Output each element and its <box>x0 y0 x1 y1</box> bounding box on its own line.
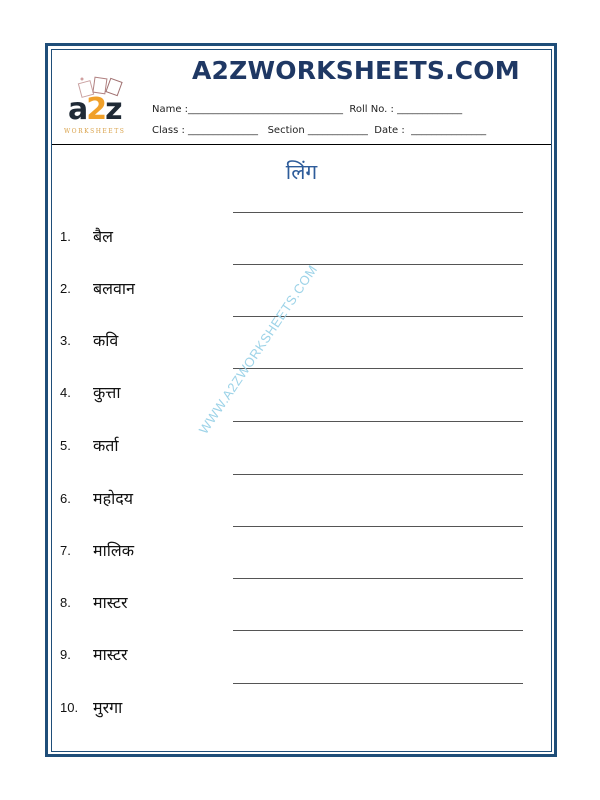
worksheet-title: लिंग <box>285 160 318 184</box>
list-item <box>60 539 551 569</box>
header-divider <box>52 144 551 145</box>
answer-line[interactable] <box>233 474 523 475</box>
item-number: 1. <box>60 229 71 244</box>
list-item <box>60 643 551 673</box>
item-word: मुरगा <box>93 698 123 717</box>
inner-border <box>51 49 552 752</box>
item-word: कर्ता <box>93 436 119 455</box>
site-title: A2ZWORKSHEETS.COM <box>192 56 520 85</box>
item-number: 3. <box>60 333 71 348</box>
item-word: महोदय <box>93 489 133 508</box>
item-number: 6. <box>60 491 71 506</box>
item-number: 10. <box>60 700 79 715</box>
item-word: मास्टर <box>93 645 128 664</box>
class-section-date-fields: Class : ______________ Section ____________ Date : _______________ <box>152 125 487 136</box>
list-item <box>60 487 551 517</box>
list-item <box>60 329 551 359</box>
list-item <box>60 591 551 621</box>
answer-line[interactable] <box>233 630 523 631</box>
answer-line[interactable] <box>233 683 523 684</box>
page-border <box>45 43 557 757</box>
item-number: 5. <box>60 438 71 453</box>
item-number: 4. <box>60 385 71 400</box>
logo-mark: a2z <box>68 92 121 127</box>
list-item <box>60 381 551 411</box>
a2z-logo <box>62 72 142 134</box>
item-number: 7. <box>60 543 71 558</box>
answer-line[interactable] <box>233 421 523 422</box>
item-word: कवि <box>93 331 119 350</box>
answer-line[interactable] <box>233 578 523 579</box>
list-item <box>60 696 551 726</box>
item-number: 2. <box>60 281 71 296</box>
item-word: कुत्ता <box>93 383 121 402</box>
answer-line[interactable] <box>233 526 523 527</box>
item-word: बैल <box>93 227 113 246</box>
item-word: बलवान <box>93 279 135 298</box>
item-number: 8. <box>60 595 71 610</box>
name-rollno-fields: Name :_______________________________ Roll No. : _____________ <box>152 104 463 115</box>
answer-line[interactable] <box>233 368 523 369</box>
answer-line[interactable] <box>233 212 523 213</box>
item-word: मालिक <box>93 541 134 560</box>
list-item <box>60 225 551 255</box>
watermark: WWW.A2ZWORKSHEETS.COM <box>195 262 321 437</box>
logo-subtitle: WORKSHEETS <box>64 128 126 135</box>
list-item <box>60 434 551 464</box>
item-word: मास्टर <box>93 593 128 612</box>
answer-line[interactable] <box>233 264 523 265</box>
item-number: 9. <box>60 647 71 662</box>
